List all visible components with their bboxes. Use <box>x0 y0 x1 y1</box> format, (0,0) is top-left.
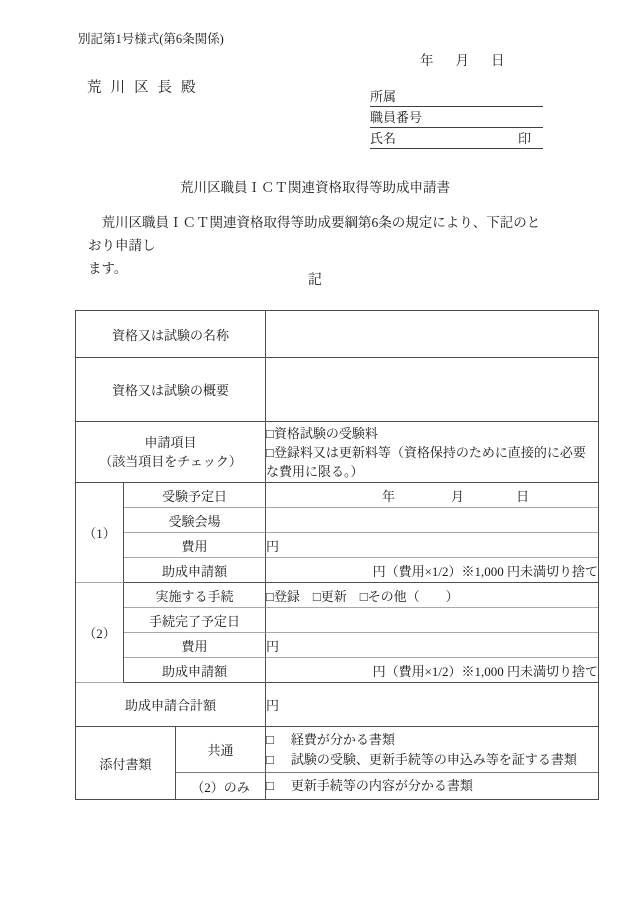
application-items-label <box>76 422 266 483</box>
application-items-row <box>76 422 598 483</box>
year-label: 年 <box>382 488 396 504</box>
checkbox-icon: □ <box>266 444 274 460</box>
body-line-1: 荒川区職員ＩＣＴ関連資格取得等助成要綱第6条の規定により、下記のとおり申請し <box>88 215 541 253</box>
body-line-2: ます。 <box>88 261 128 276</box>
attachments-label: 添付書類 <box>76 727 176 799</box>
attachment-item <box>266 750 598 770</box>
name-label: 氏名 <box>370 131 397 146</box>
sec2-completion-date-row <box>76 608 598 633</box>
qualification-name-label: 資格又は試験の名称 <box>76 311 266 358</box>
affiliation-label: 所属 <box>370 89 397 104</box>
option-exam-fee-label: 資格試験の受験料 <box>273 425 378 441</box>
option-registration-fee <box>266 443 598 462</box>
checkbox-icon: □ <box>266 425 274 441</box>
month-label: 月 <box>451 488 465 504</box>
completion-date-value <box>266 608 598 633</box>
cost-unit: 円 <box>266 533 598 558</box>
checkbox-icon: □ <box>266 751 274 767</box>
procedure-options <box>266 583 598 608</box>
total-grant-row <box>76 683 598 727</box>
attachment-item-label: 経費が分かる書類 <box>290 732 395 747</box>
qualification-name-value <box>266 311 598 358</box>
checkbox-icon: □ <box>266 778 274 794</box>
sec1-exam-date-row <box>76 483 598 508</box>
attachment-item-label: 更新手続等の内容が分かる書類 <box>290 778 473 794</box>
option-registration-fee-label: 登録料又は更新料等（資格保持のために直接的に必要 <box>273 444 586 460</box>
venue-label: 受験会場 <box>124 508 266 533</box>
day-label: 日 <box>516 488 530 504</box>
attachment-item-label: 試験の受験、更新手続等の申込み等を証する書類 <box>290 751 577 767</box>
application-items-label-line1: 申請項目 <box>144 435 197 450</box>
day-label: 日 <box>491 53 505 68</box>
sec1-grant-row <box>76 558 598 583</box>
checkbox-icon: □ <box>312 588 321 604</box>
attachments-only2-label: （2）のみ <box>176 773 266 799</box>
grant-amount-value: 円（費用×1/2）※1,000 円未満切り捨て <box>266 558 598 583</box>
cost-label: 費用 <box>124 633 266 658</box>
qualification-summary-label: 資格又は試験の概要 <box>76 358 266 422</box>
option-registration-label: 登録 <box>273 588 300 604</box>
venue-value <box>266 508 598 533</box>
checkbox-icon: □ <box>359 588 368 604</box>
cost-unit: 円 <box>266 633 598 658</box>
exam-date-label: 受験予定日 <box>124 483 266 508</box>
sec2-procedure-row <box>76 583 598 608</box>
total-grant-unit: 円 <box>266 683 598 727</box>
grant-amount-label: 助成申請額 <box>124 658 266 683</box>
date-header <box>420 49 505 69</box>
option-other-label: その他（ ） <box>367 588 459 604</box>
section1-label: （1） <box>76 483 124 583</box>
grant-amount-value: 円（費用×1/2）※1,000 円未満切り捨て <box>266 658 598 683</box>
sec1-cost-row <box>76 533 598 558</box>
qualification-summary-row <box>76 358 598 422</box>
attachments-only2-items <box>266 773 598 799</box>
document-title: 荒川区職員ＩＣＴ関連資格取得等助成申請書 <box>180 180 450 195</box>
grant-amount-label: 助成申請額 <box>124 558 266 583</box>
qualification-summary-value <box>266 358 598 422</box>
option-other <box>360 589 459 604</box>
sec2-grant-row <box>76 658 598 683</box>
option-registration <box>266 589 300 604</box>
attachments-common-label: 共通 <box>176 727 266 773</box>
cost-label: 費用 <box>124 533 266 558</box>
section2-label: （2） <box>76 583 124 683</box>
name-field <box>370 128 543 149</box>
total-grant-label: 助成申請合計額 <box>76 683 266 727</box>
month-label: 月 <box>455 53 469 68</box>
signer-block <box>370 86 543 149</box>
note-heading: 記 <box>308 273 322 288</box>
sec2-cost-row <box>76 633 598 658</box>
affiliation-field <box>370 86 543 107</box>
qualification-name-row <box>76 311 598 358</box>
addressee: 荒川区長殿 <box>87 80 205 96</box>
checkbox-icon: □ <box>266 732 274 747</box>
option-renewal <box>313 589 347 604</box>
attachment-item <box>266 776 598 796</box>
completion-date-label: 手続完了予定日 <box>124 608 266 633</box>
sec1-venue-row <box>76 508 598 533</box>
attachment-item <box>266 730 598 750</box>
year-label: 年 <box>420 53 434 68</box>
application-table <box>75 310 599 800</box>
application-items-options <box>266 422 598 483</box>
attachments-common-row <box>76 727 598 773</box>
option-exam-fee <box>266 424 598 443</box>
checkbox-icon: □ <box>266 588 274 604</box>
exam-date-value <box>266 483 598 508</box>
employee-no-field <box>370 107 543 128</box>
option-registration-fee-cont: な費用に限る。） <box>266 463 364 479</box>
employee-no-label: 職員番号 <box>370 110 423 125</box>
procedure-label: 実施する手続 <box>124 583 266 608</box>
form-number-note: 別記第1号様式(第6条関係) <box>78 32 224 46</box>
option-renewal-label: 更新 <box>320 588 347 604</box>
application-items-label-line2: （該当項目をチェック） <box>99 454 242 469</box>
attachments-common-items <box>266 727 598 773</box>
seal-mark: 印 <box>517 131 531 146</box>
